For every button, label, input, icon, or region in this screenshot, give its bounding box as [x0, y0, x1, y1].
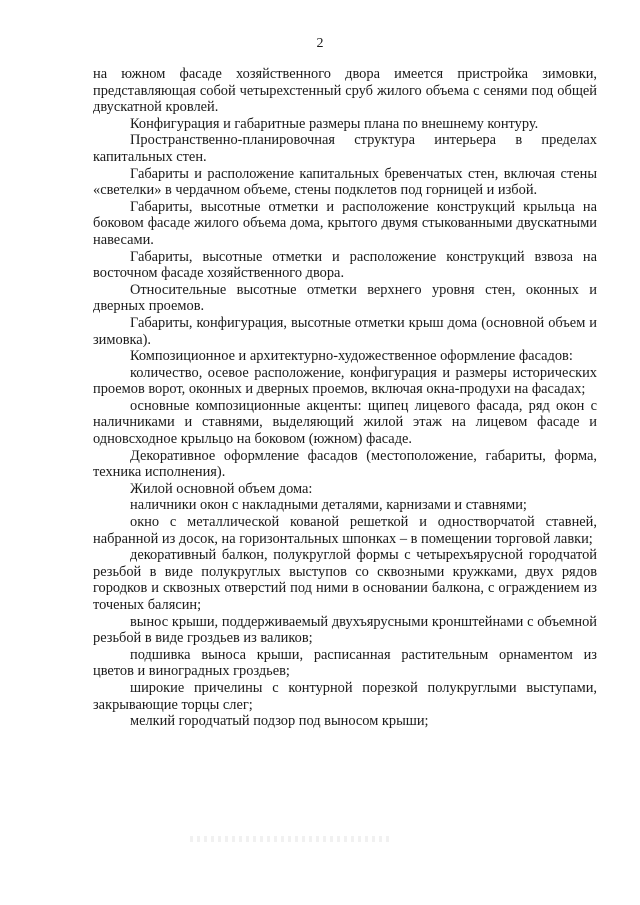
paragraph-7: Относительные высотные отметки верхнего уровня стен, оконных и дверных проемов. [93, 281, 597, 315]
page-number: 2 [316, 36, 324, 51]
paragraph-5: Габариты, высотные отметки и расположение конструкций крыльца на боковом фасаде жилого объема дома, крытого двумя стыкованными двускатными навесами. [93, 198, 597, 248]
paragraph-9: Композиционное и архитектурно-художественное оформление фасадов: [130, 348, 573, 365]
paragraph-16: декоративный балкон, полукруглой формы с четырехъярусной городчатой резьбой в виде полукруглых выступов со сквозными кружками, двух рядов городков и сквозных отверстий под ними в основании балкона, с ограждением из точеных балясин; [93, 547, 597, 613]
paragraph-4: Габариты и расположение капитальных бревенчатых стен, включая стены «светелки» в чердачном объеме, стены подклетов под горницей и избой. [93, 165, 597, 199]
paragraph-2: Конфигурация и габаритные размеры плана по внешнему контуру. [130, 115, 539, 132]
paragraph-15: окно с металлической кованой решеткой и одностворчатой ставней, набранной из досок, на горизонтальных шпонках – в помещении торговой лавки; [93, 514, 597, 547]
paragraph-6: Габариты, высотные отметки и расположение конструкций взвоза на восточном фасаде хозяйственного двора. [93, 248, 597, 282]
paragraph-11: основные композиционные акценты: щипец лицевого фасада, ряд окон с наличниками и ставнями, выделяющий жилой этаж на лицевом фасаде и одновсходное крыльцо на боковом (южном) фасаде. [93, 397, 597, 448]
paragraph-19: широкие причелины с контурной порезкой полукруглыми выступами, закрывающие торцы слег; [93, 679, 597, 713]
paragraph-20: мелкий городчатый подзор под выносом крыши; [130, 713, 429, 730]
paragraph-8: Габариты, конфигурация, высотные отметки крыш дома (основной объем и зимовка). [93, 314, 597, 348]
paragraph-12: Декоративное оформление фасадов (местоположение, габариты, форма, техника исполнения). [93, 447, 597, 481]
document-body [93, 66, 597, 730]
paragraph-14: наличники окон с накладными деталями, карнизами и ставнями; [130, 497, 527, 514]
scan-artifact [190, 836, 390, 842]
paragraph-17: вынос крыши, поддерживаемый двухъярусными кронштейнами с объемной резьбой в виде гроздьев из валиков; [93, 613, 597, 647]
paragraph-3: Пространственно-планировочная структура интерьера в пределах капитальных стен. [93, 132, 597, 165]
paragraph-13: Жилой основной объем дома: [130, 480, 313, 497]
paragraph-18: подшивка выноса крыши, расписанная растительным орнаментом из цветов и виноградных гроздьев; [93, 646, 597, 680]
paragraph-1: на южном фасаде хозяйственного двора имеется пристройка зимовки, представляющая собой четырехстенный сруб жилого объема с сенями под общей двускатной кровлей. [93, 66, 597, 116]
paragraph-10: количество, осевое расположение, конфигурация и размеры исторических проемов ворот, оконных и дверных проемов, включая окна-продухи на фасадах; [93, 364, 597, 398]
